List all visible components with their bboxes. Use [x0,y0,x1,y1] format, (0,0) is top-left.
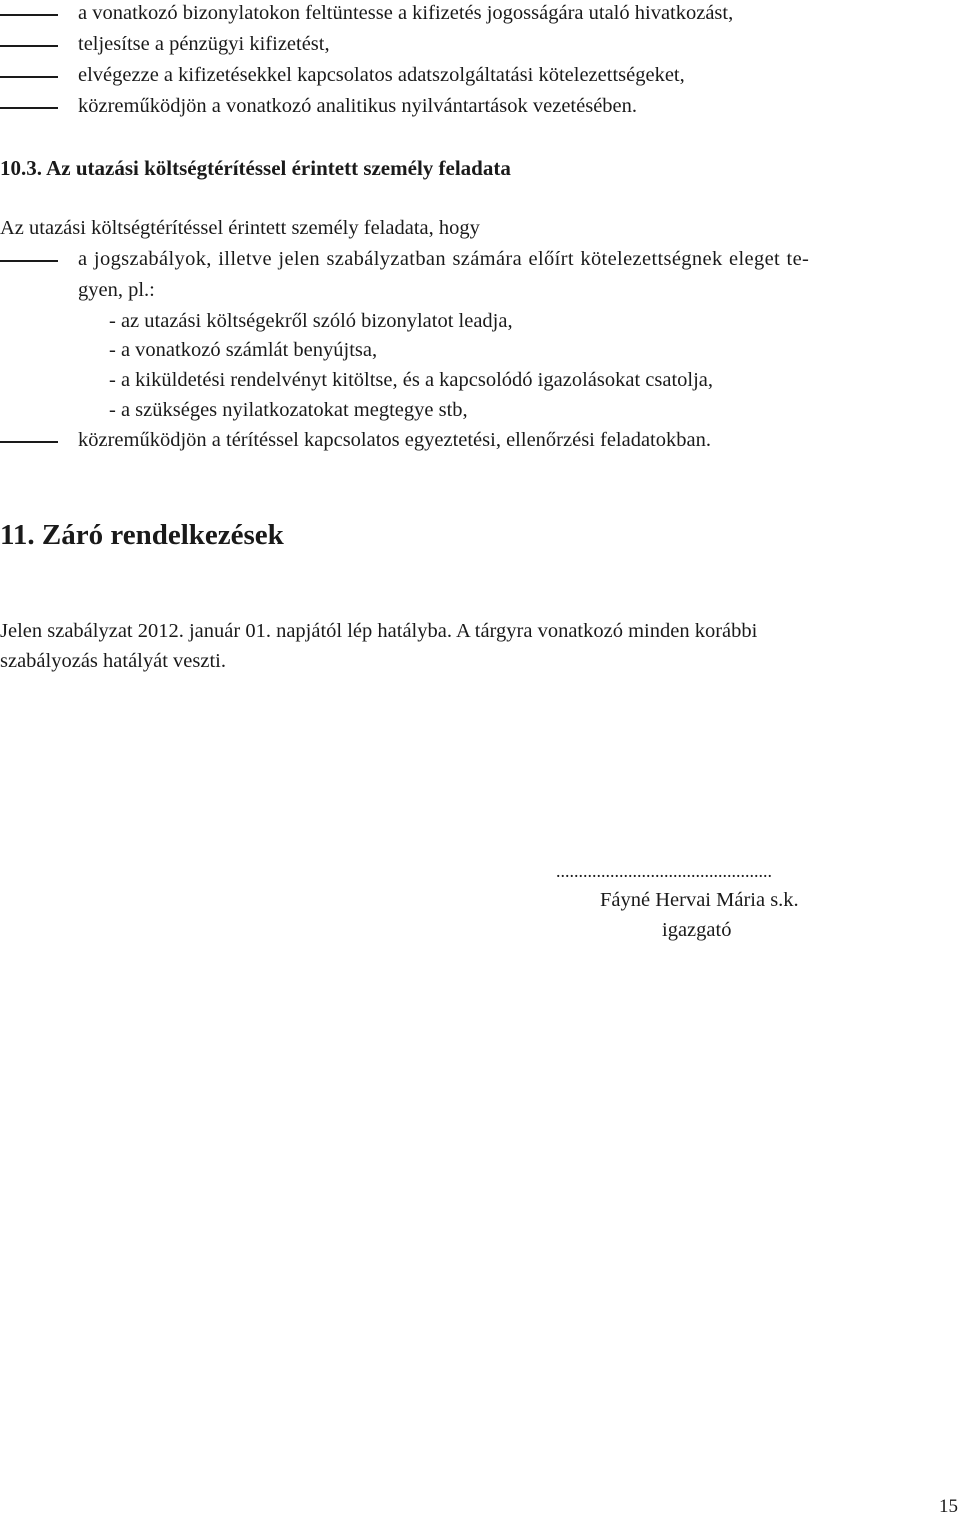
dash-bullet-icon [0,14,58,16]
signatory-title: igazgató [662,919,732,941]
section-heading-11: 11. Záró rendelkezések [0,519,284,551]
section-intro: Az utazási költségtérítéssel érintett személy feladata, hogy [0,217,480,239]
signatory-name: Fáyné Hervai Mária s.k. [600,889,799,911]
sub-list-item: - az utazási költségekről szóló bizonylatot leadja, [109,310,513,332]
list-item-text-continued: gyen, pl.: [78,279,155,301]
closing-paragraph-line-1: Jelen szabályzat 2012. január 01. napjától lép hatályba. A tárgyra vonatkozó minden korábbi [0,620,758,642]
list-item-text: a jogszabályok, illetve jelen szabályzatban számára előírt kötelezettségnek eleget te- [78,248,810,270]
dash-bullet-icon [0,260,58,262]
dash-bullet-icon [0,107,58,109]
dash-bullet-icon [0,441,58,443]
list-item-text: közreműködjön a térítéssel kapcsolatos egyeztetési, ellenőrzési feladatokban. [78,429,711,451]
section-heading-10-3: 10.3. Az utazási költségtérítéssel érintett személy feladata [0,156,511,180]
closing-paragraph-line-2: szabályozás hatályát veszti. [0,650,226,672]
sub-list-item: - a szükséges nyilatkozatokat megtegye stb, [109,399,468,421]
signature-dots: ................................................ [556,861,772,881]
list-item-text: teljesítse a pénzügyi kifizetést, [78,33,330,55]
list-item-text: közreműködjön a vonatkozó analitikus nyilvántartások vezetésében. [78,95,638,117]
list-item-text: a vonatkozó bizonylatokon feltüntesse a kifizetés jogosságára utaló hivatkozást, [78,2,734,24]
sub-list-item: - a kiküldetési rendelvényt kitöltse, és a kapcsolódó igazolásokat csatolja, [109,369,713,391]
list-item-text: elvégezze a kifizetésekkel kapcsolatos adatszolgáltatási kötelezettségeket, [78,64,685,86]
sub-list-item: - a vonatkozó számlát benyújtsa, [109,339,378,361]
dash-bullet-icon [0,76,58,78]
page-number: 15 [939,1496,958,1517]
dash-bullet-icon [0,45,58,47]
